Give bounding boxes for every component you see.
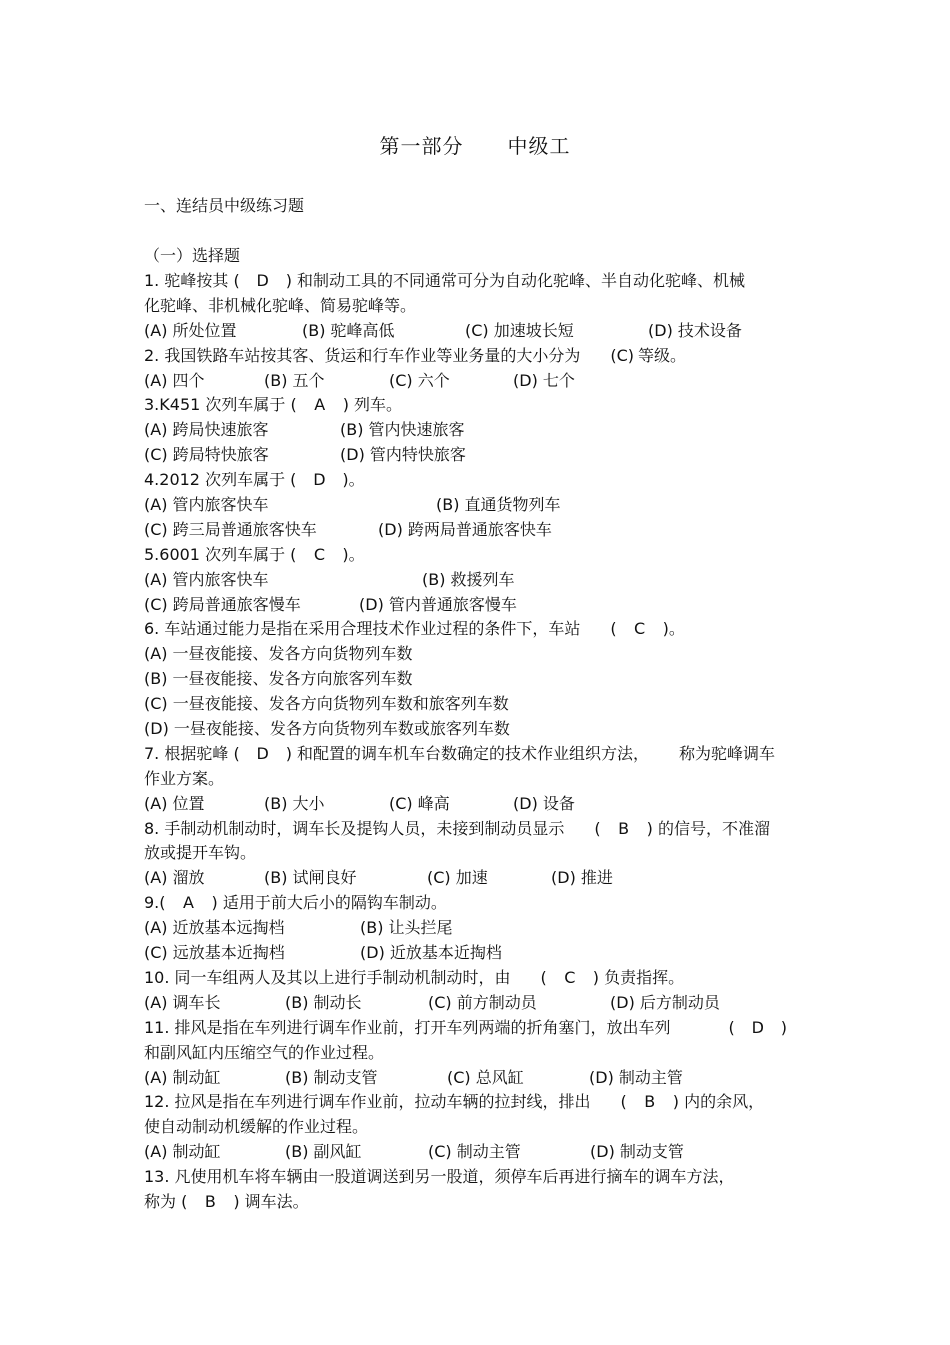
option-d: (D) 管内特快旅客 xyxy=(340,445,466,465)
option-d: (D) 制动支管 xyxy=(590,1142,684,1162)
answer-9: A xyxy=(183,893,194,913)
question-11-options xyxy=(144,1066,854,1091)
question-3-options-cd xyxy=(144,443,854,468)
option-d: (D) 管内普通旅客慢车 xyxy=(359,594,517,614)
question-5-options-cd xyxy=(144,593,854,618)
option-d: (D) 推进 xyxy=(551,868,613,888)
option-a: (A) 所处位置 xyxy=(144,320,237,340)
question-7-stem: 7. 根据驼峰 ( D ) 和配置的调车机车台数确定的技术作业组织方法， 称为驼峰调车 xyxy=(144,742,854,767)
option-c: (C) 总风缸 xyxy=(447,1067,524,1087)
option-b: (B) 让头拦尾 xyxy=(360,918,453,938)
option-d: (D) 制动主管 xyxy=(589,1067,683,1087)
section-title: 一、连结员中级练习题 xyxy=(144,196,305,215)
option-b: (B) 试闸良好 xyxy=(264,868,357,888)
question-6-option-b: (B) 一昼夜能接、发各方向旅客列车数 xyxy=(144,669,413,689)
question-13-stem-cont: 称为 ( B ) 调车法。 xyxy=(144,1190,854,1215)
question-3-stem: 3.K451 次列车属于 ( A ) 列车。 xyxy=(144,393,854,418)
question-5-options-ab xyxy=(144,568,854,593)
question-6-stem: 6. 车站通过能力是指在采用合理技术作业过程的条件下，车站 ( C )。 xyxy=(144,617,854,642)
option-d: (D) 七个 xyxy=(513,370,575,390)
question-4-options-ab xyxy=(144,493,854,518)
option-c: (C) 跨局普通旅客慢车 xyxy=(144,594,301,614)
option-b: (B) 大小 xyxy=(264,793,325,813)
question-1-options xyxy=(144,319,854,344)
answer-3: A xyxy=(314,395,326,415)
page-title xyxy=(0,130,950,159)
question-11-stem: 11. 排风是指在车列进行调车作业前，打开车列两端的折角塞门，放出车列 ( D ) xyxy=(144,1016,854,1041)
option-c: (C) 制动主管 xyxy=(428,1142,521,1162)
option-a: (A) 四个 xyxy=(144,370,205,390)
question-12-stem: 12. 拉风是指在车列进行调车作业前，拉动车辆的拉封线，排出 ( B ) 内的余风， xyxy=(144,1090,854,1115)
answer-4: D xyxy=(313,470,326,490)
answer-2: (C) xyxy=(610,345,635,365)
question-4-stem: 4.2012 次列车属于 ( D )。 xyxy=(144,468,854,493)
question-list xyxy=(144,269,854,1215)
option-a: (A) 位置 xyxy=(144,793,205,813)
question-5-stem: 5.6001 次列车属于 ( C )。 xyxy=(144,543,854,568)
option-b: (B) 制动长 xyxy=(285,992,362,1012)
question-3-options-ab xyxy=(144,418,854,443)
option-b: (B) 直通货物列车 xyxy=(436,495,561,515)
question-7-stem-cont: 作业方案。 xyxy=(144,768,225,788)
question-9-options-cd xyxy=(144,941,854,966)
answer-6: C xyxy=(634,619,646,639)
option-d: (D) 后方制动员 xyxy=(610,992,720,1012)
subsection-title: （一）选择题 xyxy=(144,246,241,265)
option-c: (C) 峰高 xyxy=(389,793,450,813)
option-b: (B) 管内快速旅客 xyxy=(340,420,465,440)
option-c: (C) 加速坡长短 xyxy=(465,320,574,340)
answer-13: B xyxy=(204,1191,216,1211)
option-a: (A) 近放基本远掏档 xyxy=(144,918,285,938)
answer-7: D xyxy=(256,743,269,763)
option-c: (C) 加速 xyxy=(427,868,488,888)
option-c: (C) 六个 xyxy=(389,370,450,390)
question-9-stem: 9.( A ) 适用于前大后小的隔钩车制动。 xyxy=(144,891,854,916)
question-12-stem-cont: 使自动制动机缓解的作业过程。 xyxy=(144,1117,369,1137)
option-b: (B) 五个 xyxy=(264,370,325,390)
question-10-stem: 10. 同一车组两人及其以上进行手制动机制动时，由 ( C ) 负责指挥。 xyxy=(144,966,854,991)
question-7-options xyxy=(144,792,854,817)
question-8-options xyxy=(144,866,854,891)
question-11-stem-cont: 和副风缸内压缩空气的作业过程。 xyxy=(144,1042,385,1062)
question-9-options-ab xyxy=(144,916,854,941)
question-1-stem-cont: 化驼峰、非机械化驼峰、简易驼峰等。 xyxy=(144,295,417,315)
option-d: (D) 跨两局普通旅客快车 xyxy=(378,519,552,539)
question-2-stem: 2. 我国铁路车站按其客、货运和行车作业等业务量的大小分为 (C) 等级。 xyxy=(144,345,687,365)
option-a: (A) 制动缸 xyxy=(144,1067,221,1087)
option-c: (C) 跨局特快旅客 xyxy=(144,445,269,465)
option-a: (A) 管内旅客快车 xyxy=(144,495,269,515)
answer-8: B xyxy=(618,818,630,838)
question-13-stem: 13. 凡使用机车将车辆由一股道调送到另一股道，须停车后再进行摘车的调车方法， xyxy=(144,1167,735,1187)
question-6-option-c: (C) 一昼夜能接、发各方向货物列车数和旅客列车数 xyxy=(144,694,509,714)
option-b: (B) 副风缸 xyxy=(285,1142,362,1162)
option-c: (C) 跨三局普通旅客快车 xyxy=(144,519,317,539)
question-6-option-d: (D) 一昼夜能接、发各方向货物列车数或旅客列车数 xyxy=(144,719,510,739)
answer-12: B xyxy=(644,1092,656,1112)
option-a: (A) 制动缸 xyxy=(144,1142,221,1162)
question-10-options xyxy=(144,991,854,1016)
option-d: (D) 近放基本近掏档 xyxy=(360,943,502,963)
question-1-stem: 1. 驼峰按其 ( D ) 和制动工具的不同通常可分为自动化驼峰、半自动化驼峰、机械 xyxy=(144,269,854,294)
option-b: (B) 驼峰高低 xyxy=(302,320,395,340)
option-a: (A) 调车长 xyxy=(144,992,221,1012)
option-d: (D) 技术设备 xyxy=(648,320,742,340)
option-d: (D) 设备 xyxy=(513,793,575,813)
option-c: (C) 前方制动员 xyxy=(428,992,537,1012)
question-2-options xyxy=(144,369,854,394)
option-a: (A) 管内旅客快车 xyxy=(144,569,269,589)
question-4-options-cd xyxy=(144,518,854,543)
option-b: (B) 制动支管 xyxy=(285,1067,378,1087)
question-12-options xyxy=(144,1140,854,1165)
question-6-option-a: (A) 一昼夜能接、发各方向货物列车数 xyxy=(144,644,413,664)
question-8-stem-cont: 放或提开车钩。 xyxy=(144,843,257,863)
part-label: 第一部分 xyxy=(379,134,464,158)
answer-11: D xyxy=(751,1017,764,1037)
option-a: (A) 跨局快速旅客 xyxy=(144,420,269,440)
answer-1: D xyxy=(256,271,269,290)
option-b: (B) 救援列车 xyxy=(422,569,515,589)
option-c: (C) 远放基本近掏档 xyxy=(144,943,285,963)
answer-5: C xyxy=(313,544,325,564)
question-8-stem: 8. 手制动机制动时，调车长及提钩人员，未接到制动员显示 ( B ) 的信号，不准溜 xyxy=(144,817,854,842)
option-a: (A) 溜放 xyxy=(144,868,205,888)
answer-10: C xyxy=(564,967,576,987)
level-label: 中级工 xyxy=(507,134,571,158)
